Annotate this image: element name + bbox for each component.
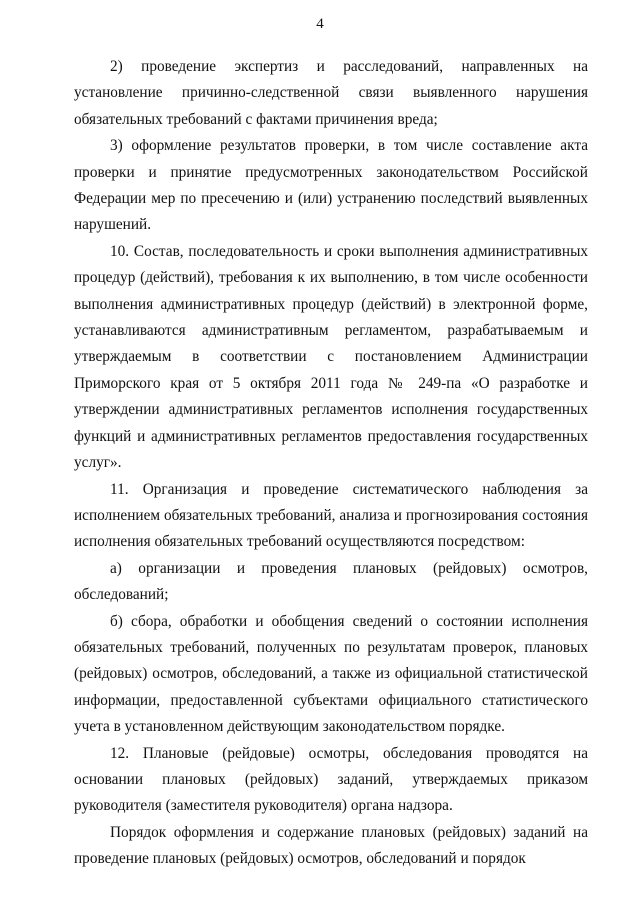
- paragraph-item-3-results: 3) оформление результатов проверки, в том числе составление акта проверки и принятие предусмотренных законодательством Российской Федерации мер по пресечению и (или) устранению последствий выявленных нарушений.: [74, 137, 588, 234]
- document-body: [74, 54, 588, 873]
- paragraph-item-b: б) сбора, обработки и обобщения сведений о состоянии исполнения обязательных требований, полученных по результатам проверок, плановых (рейдовых) осмотров, обследований, а также из официальной статистической информации, предоставленной субъектами официального статистического учета в установленном действующим законодательством порядке.: [74, 612, 588, 736]
- page-number: 4: [316, 16, 324, 32]
- paragraph-clause-12: 12. Плановые (рейдовые) осмотры, обследования проводятся на основании плановых (рейдовых) заданий, утверждаемых приказом руководителя (заместителя руководителя) органа надзора.: [74, 744, 588, 815]
- paragraph-item-2-expertise: 2) проведение экспертиз и расследований, направленных на установление причинно-следственной связи выявленного нарушения обязательных требований с фактами причинения вреда;: [74, 58, 588, 128]
- paragraph-procedure: Порядок оформления и содержание плановых (рейдовых) заданий на проведение плановых (рейдовых) осмотров, обследований и порядок: [74, 823, 588, 868]
- paragraph-item-a: а) организации и проведения плановых (рейдовых) осмотров, обследований;: [74, 559, 588, 604]
- paragraph-clause-11: 11. Организация и проведение систематического наблюдения за исполнением обязательных требований, анализа и прогнозирования состояния исполнения обязательных требований осуществляются посредством:: [74, 480, 588, 551]
- paragraph-clause-10: 10. Состав, последовательность и сроки выполнения административных процедур (действий), требования к их выполнению, в том числе особенности выполнения административных процедур (действий) в электронной форме, устанавливаются административным регламентом, разрабатываемым и утверждаемым в соответствии с постановлением Администрации Приморского края от 5 октября 2011 года № 249-па «О разработке и утверждении административных регламентов исполнения государственных функций и административных регламентов предоставления государственных услуг».: [74, 242, 588, 472]
